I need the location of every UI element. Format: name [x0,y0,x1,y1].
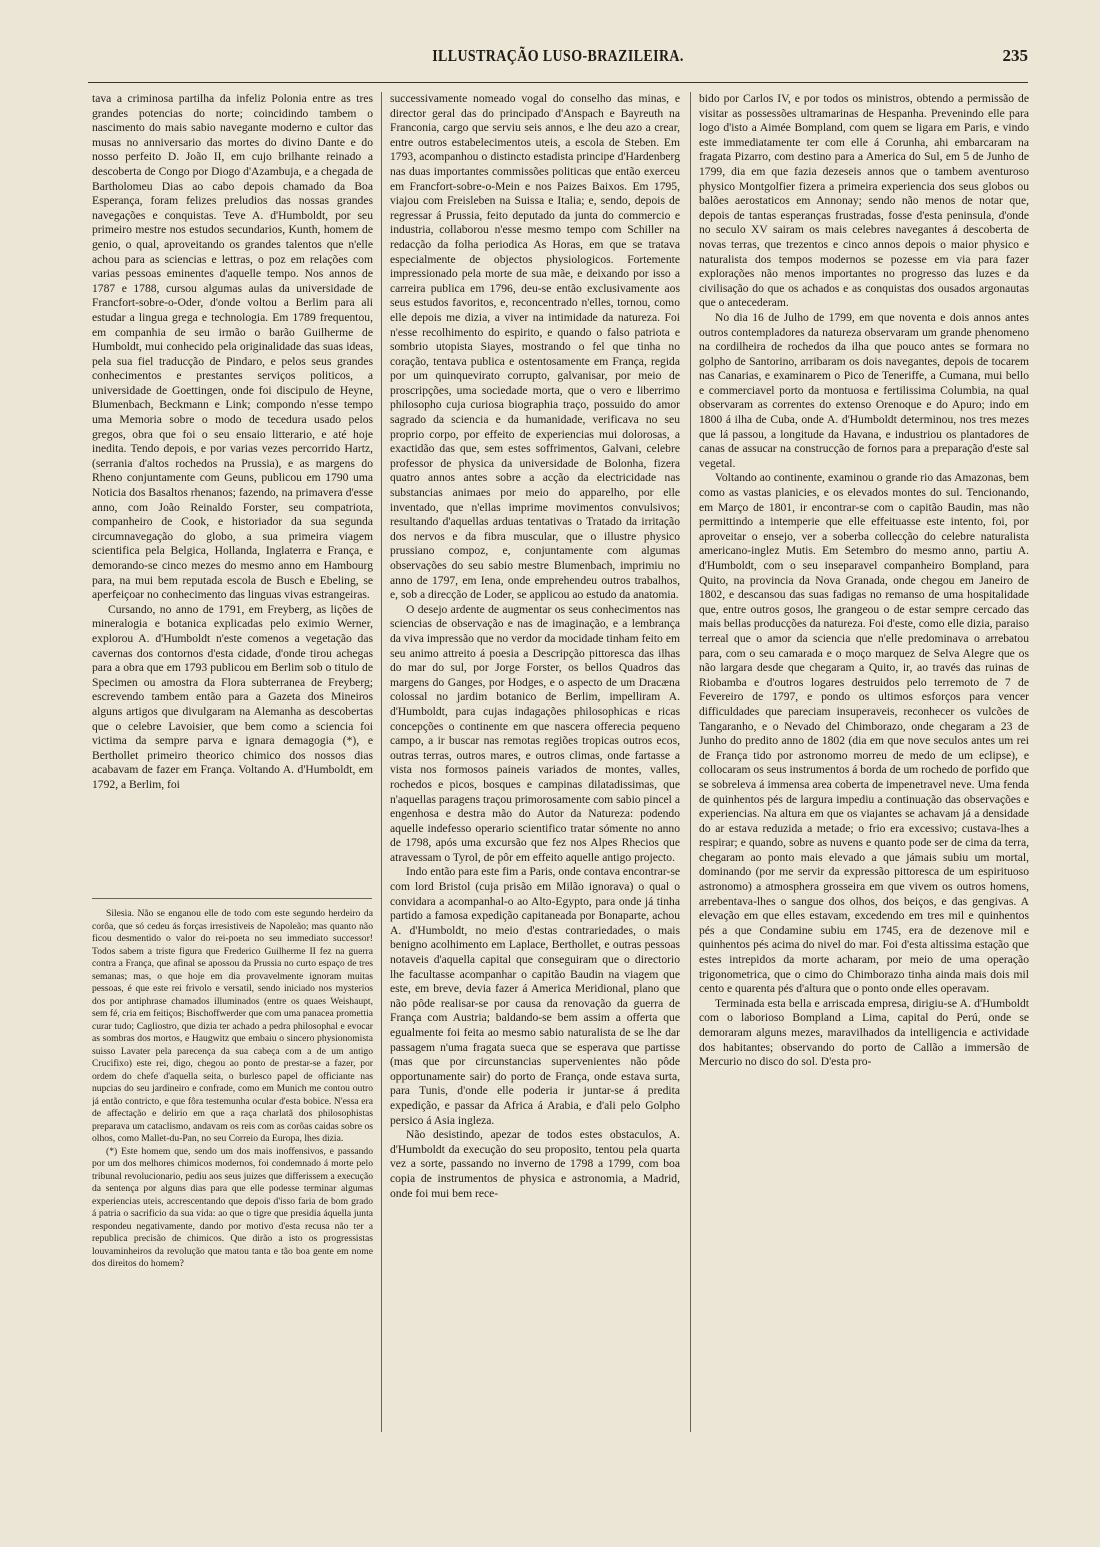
header-rule [88,82,1028,83]
footnote-divider [92,898,372,899]
journal-title: ILLUSTRAÇÃO LUSO-BRAZILEIRA. [432,46,684,65]
paragraph: Voltando ao continente, examinou o grande rio das Amazonas, bem como as vastas planicies, e os elevados montes do sul. Tencionando, em Março de 1801, ir encontrar-se com o capitão Baudin, mas não permittindo a intemperie que elle effeituasse este intento, foi, por aproveitar o ensejo, ver a soberba collecção do celebre naturalista americano-inglez Mutis. Em Setembro do mesmo anno, partiu A. d'Humboldt, com o seu inseparavel companheiro Bompland, para Quito, na provincia da Nova Granada, onde chegou em Janeiro de 1802, e descansou das suas fadigas no remanso de uma hospitalidade que, entre outros gosos, lhe grangeou o de estar sempre cercado das mais bellas producções da natureza. Foi d'este, como elle dizia, paraiso terreal que o amor da sciencia que n'elle predominava o arrebatou para, com o seu camarada e o moço marquez de Selva Alegre que os não largara desde que chegaram a Quito, ir, ao través das ruinas de Riobamba e d'outros logares destruidos pelo terremoto de 7 de Fevereiro de 1797, e pondo os ultimos esforços para vencer difficuldades que pareciam insuperaveis, reconhecer os vulcões de Tangaranho, e o Nevado del Chimborazo, onde chegaram a 23 de Junho do predito anno de 1802 (dia em que nove seculos antes um rei de França tido por astronomo morreu de medo de um eclipse), e collocaram os seus instrumentos á borda de um rochedo de porfido que se sobreleva á immensa area coberta de impenetravel neve. Uma fenda de quinhentos pés de largura impediu a continuação das observações e experiencias. Na altura em que os viajantes se achavam já a densidade do ar estava reduzida a metade; o frio era excessivo; custava-lhes a respirar; e quando, sobre as nuvens e quanto pode ser de cima da terra, chegaram ao ponto mais elevado a que jámais subiu um mortal, dominando (por me servir da expressão pittoresca de um espirituoso astronomo) a atmosphera grosseira em que vivem os outros homens, arrebentava-lhes o sangue dos olhos, dos beiços, e das gengivas. A elevação em que elles estavam, excedendo em tres mil e quinhentos pés a que Condamine subiu em 1745, era de dezenove mil e quinhentos pés acima do nivel do mar. Foi d'esta altissima estação que estes intrepidos da morte acharam, por meio de uma operação trigonometrica, que o cimo do Chimborazo tinha ainda mais dois mil cento e quarenta pés d'altura que o ponto onde elles operavam. [699,471,1029,996]
paragraph: Indo então para este fim a Paris, onde contava encontrar-se com lord Bristol (cuja prisão em Milão ignorava) o qual o convidara a acompanhal-o ao Alto-Egypto, para onde já tinha partido a famosa expedição capitaneada por Bonaparte, achou A. d'Humboldt, no meio d'estas contrariedades, o mais benigno acolhimento em Laplace, Berthollet, e outras pessoas notaveis d'aquella capital que conseguiram que o directorio lhe facultasse acompanhar o capitão Baudin na viagem que este, em breve, devia fazer á America Meridional, plano que não pôde realisar-se por causa da renovação da guerra de França com Austria; baldando-se bem assim a offerta que egualmente foi feita ao mesmo sabio naturalista de se lhe dar passagem n'uma fragata sueca que se esperava que partisse (mas que por circunstancias supervenientes não pôde opportunamente sair) do porto de França, onde estava surta, para Tunis, d'onde elle poderia ir juntar-se á predita expedição, e passar da Africa á Arabia, e d'ali pelo Golpho persico á Asia ingleza. [390,865,680,1127]
footnote: Silesia. Não se enganou elle de todo com este segundo herdeiro da corôa, que só cedeu ás forças irresistiveis de Napoleão; mas quanto não ficou desmentido o valor do rei-poeta no seu immediato successor! Todos sabem a triste figura que Frederico Guilherme II fez na guerra contra a França, que afinal se apossou da Prussia no curto espaço de tres semanas; mas, o que hoje em dia provavelmente ignoram muitas pessoas, é que este rei frivolo e versatil, sendo iniciado nos mysterios dos por antiphrase chamados illuminados (entre os quaes Weishaupt, sem fé, cria em feitiços; Bischoffwerder que com uma panacea promettia curar tudo; Cagliostro, que dizia ter achado a pedra philosophal e evocar as sombras dos mortos, e Haugwitz que embaiu o sincero physionomista suisso Lavater pela parecença da sua cabeça com a de um antigo Crucifixo) este rei, digo, chegou ao ponto de prestar-se a fazer, por ordem do chefe d'aquella seita, o burlesco papel de officiante nas nupcias do seu jardineiro e confrade, como em Munich me contou outro já então contricto, e que fôra testemunha ocular d'esta bobice. N'essa era de affectação e delirio em que a raça charlatã dos philosophistas preparava um cataclismo, andavam os reis com as corôas caidas sobre os olhos, como Mallet-du-Pan, no seu Correio da Europa, lhes dizia. [92,908,373,1144]
column-divider [381,92,382,1432]
paragraph: Não desistindo, apezar de todos estes obstaculos, A. d'Humboldt da execução do seu proposito, tentou pela quarta vez a sorte, passando no inverno de 1798 a 1799, com boa copia de instrumentos de physica e astronomia, a Madrid, onde foi mui bem rece- [390,1128,680,1200]
paragraph: No dia 16 de Julho de 1799, em que noventa e dois annos antes outros contempladores da natureza observaram um grande phenomeno na cordilheira de rochedos da ilha que pouco antes se formara no golpho de Santorino, arribaram os dois navegantes, depois de tocarem nas Canarias, e examinarem o Pico de Teneriffe, a Cumana, mui bello e commerciavel porto da montuosa e fertilissima Columbia, na qual observaram as correntes do extenso Orenoque e do Apuro; indo em 1800 á ilha de Cuba, onde A. d'Humboldt determinou, nos tres mezes que lá passou, a longitude da Havana, e industriou os plantadores de canas de assucar na construcção de fornos para a preparação d'este sal vegetal. [699,310,1029,470]
page-header [88,46,1028,76]
text-column-1 [92,92,373,892]
column-divider [690,92,691,1432]
text-column-3 [699,92,1029,1430]
paragraph: bido por Carlos IV, e por todos os ministros, obtendo a permissão de visitar as possessões ultramarinas de Hespanha. Prevenindo elle para logo d'isto a Aimée Bompland, com quem se ligara em Paris, e vindo este immediatamente ter com elle á Corunha, ahi embarcaram na fragata Pizarro, com destino para a America do Sul, em 5 de Junho de 1799, dia em que fazia dezeseis annos que o tambem aventuroso physico Montgolfier fizera a primeira experiencia dos seus globos ou balões aerostaticos em Annonay; sendo não menos de notar que, depois de tantas esperanças frustradas, fosse d'esta peninsula, d'onde no seculo XV sairam os mais celebres navegantes á descoberta de novas terras, que trezentos e cinco annos depois o maior physico e naturalista dos tempos modernos se pozesse em via para fazer explorações não menos importantes no progresso das luzes e da civilisação do que os achados e as conquistas dos ousados argonautas que o antecederam. [699,92,1029,310]
footnote: (*) Este homem que, sendo um dos mais inoffensivos, e passando por um dos melhores chimicos modernos, foi condemnado á morte pelo tribunal revolucionario, pediu aos seus juizes que differissem a execução da sentença por alguns dias para que elle podesse terminar algumas experiencias uteis, accrescentando que depois d'isso faria de bom grado á patria o sacrificio da sua vida: ao que o tigre que presidia áquella junta respondeu negativamente, dando por motivo d'esta recusa não ter a republica precisão de chimicos. Que dirão a isto os progressistas louvaminheiros da revolução que matou tanta e tão boa gente em nome dos direitos do homem? [92,1145,373,1269]
text-column-2 [390,92,680,1430]
paragraph: Terminada esta bella e arriscada empresa, dirigiu-se A. d'Humboldt com o laborioso Bompland a Lima, capital do Perú, onde se demoraram alguns mezes, maravilhados da intelligencia e actividade dos habitantes; observando do porto de Callão a immersão de Mercurio no disco do sol. D'esta pro- [699,996,1029,1069]
paragraph: Cursando, no anno de 1791, em Freyberg, as lições de mineralogia e botanica explicadas pelo eximio Werner, explorou A. d'Humboldt n'este comenos a vegetação das cavernas dos contornos d'esta cidade, d'onde tirou achegas para a obra que em 1793 publicou em Berlim sob o titulo de Specimen ou amostra da Flora subterranea de Freyberg; escrevendo tambem então para a Gazeta dos Mineiros alguns artigos que divulgaram na Alemanha as descobertas que o celebre Lavoisier, que bem como a sciencia foi victima da sempre parva e ignara demagogia (*), e Berthollet primeiro theorico chimico dos nossos dias acabavam de fazer em França. Voltando A. d'Humboldt, em 1792, a Berlim, foi [92,602,373,791]
page-number: 235 [1002,46,1028,65]
paragraph: successivamente nomeado vogal do conselho das minas, e director geral das do principado d'Anspach e Bayreuth na Franconia, cargo que serviu seis annos, e lhe deu azo a crear, entre outros estabelecimentos uteis, a escola de Steben. Em 1793, acompanhou o distincto estadista principe d'Hardenberg nas duas importantes commissões politicas que então exerceu em Francfort-sobre-o-Mein e nos Paizes Baixos. Em 1795, viajou com Freisleben na Suissa e Italia; e, sendo, depois de regressar á Prussia, feito deputado da junta do commercio e industria, collaborou n'esse mesmo tempo com Schiller na redacção da folha periodica As Horas, em que se tratava especialmente de objectos physiologicos. Fortemente impressionado pela morte de sua mãe, e deixando por isso a carreira publica em 1796, deu-se então exclusivamente aos seus estudos favoritos, e, reconcentrado n'elles, tornou, como elle depois me dizia, a viver na intimidade da natureza. Foi n'esse recolhimento do espirito, e quando o falso patriota e sombrio utopista Siayes, mostrando o fel que tinha no coração, tentava publica e ostentosamente em França, regida por um quinquevirato corrupto, galvanisar, por meio de proscripções, uma sociedade morta, que o vero e liberrimo philosopho cuja curiosa biographia traço, possuido do amor sagrado da sciencia e da humanidade, verificava no seu proprio corpo, por effeito de experiencias mui dolorosas, a exactidão das que, sem estes soffrimentos, Galvani, celebre professor de physica da universidade de Bolonha, fizera quatro annos antes sobre a acção da electricidade nas substancias animaes por meio do apparelho, por elle inventado, que n'ellas imprime movimentos convulsivos; resultando d'aquellas arduas tentativas o Tratado da irritação dos nervos e da fibra muscular, que o illustre physico prussiano compoz, e, conjuntamente com algumas observações do seu sabio mestre Blumenbach, imprimiu no anno de 1797, em Iena, onde emprehendeu outros trabalhos, e, sob a direcção de Loder, se applicou ao estudo da anatomia. [390,92,680,602]
paragraph: O desejo ardente de augmentar os seus conhecimentos nas sciencias de observação e nas de imaginação, e a lembrança da viva impressão que no verdor da mocidade tinham feito em seu animo attreito á poesia a Descripção pittoresca das ilhas do mar do sul, por Jorge Forster, os bellos Quadros das margens do Ganges, por Hodges, e o aspecto de um Dracæna colossal no jardim botanico de Berlim, impelliram A. d'Humboldt, para cujas indagações philosophicas e ricas concepções o continente em que nascera offerecia pequeno campo, a ir buscar nas remotas regiões tropicas outros ecos, outras terras, outros mares, e outros climas, onde fartasse a vista nos formosos paineis variados de montes, valles, rochedos e picos, bosques e campinas dilatadissimas, que n'aquellas paragens traçou primorosamente com sabio pincel a engenhosa e destra mão do Autor da Natureza: podendo aquelle indefesso operario scientifico tratar sómente no anno de 1798, após uma excursão que fez nos Alpes Rhecios que atravessam o Tyrol, de pôr em effeito aquelle antigo projecto. [390,602,680,864]
paragraph: tava a criminosa partilha da infeliz Polonia entre as tres grandes potencias do norte; coincidindo tambem o nascimento do mais sabio navegante moderno e cultor das musas no anniversario das mortes do divino Dante e do nosso perfeito D. João II, em cujo brilhante reinado a descoberta de Congo por Diogo d'Azambuja, e a chegada de Bartholomeu Dias ao cabo depois chamado da Boa Esperança, foram felizes preludios das nossas grandes navegações e conquistas. Teve A. d'Humboldt, por seu primeiro mestre nos estudos secundarios, Kunth, homem de genio, o qual, aproveitando os grandes talentos que n'elle achou para as sciencias e lettras, o poz em relações com varias pessoas eminentes d'aquelle tempo. Nos annos de 1787 e 1788, cursou algumas aulas da universidade de Francfort-sobre-o-Oder, d'onde voltou a Berlim para ali estudar a lingua grega e technologia. Em 1789 frequentou, em companhia de seu irmão o barão Guilherme de Humboldt, mui conhecido pela originalidade das suas ideas, pela sua fiel traducção de Pindaro, e pelos seus grandes conhecimentos e prestantes serviços politicos, a universidade de Goettingen, onde foi discipulo de Heyne, Blumenbach, Beckmann e Link; compondo n'esse tempo uma Memoria sobre o modo de tecedura usado pelos gregos, obra que foi o seu ensaio litterario, e até hoje inedita. Tendo depois, e por varias vezes percorrido Hartz, (serrania d'altos rochedos na Prussia), e as margens do Rheno conjuntamente com Geuns, publicou em 1790 uma Noticia dos Basaltos rhenanos; fazendo, na primavera d'esse anno, com João Reinaldo Forster, seu compatriota, companheiro de Cook, e historiador da sua segunda circumnavegação do globo, a sua primeira viagem scientifica pela Belgica, Hollanda, Inglaterra e França, e demorando-se cinco mezes do mesmo anno em Hambourg para, na mui bem reputada escola de Busch e Ebeling, se aperfeiçoar no conhecimento das linguas vivas estrangeiras. [92,92,373,602]
footnotes [92,908,373,1428]
